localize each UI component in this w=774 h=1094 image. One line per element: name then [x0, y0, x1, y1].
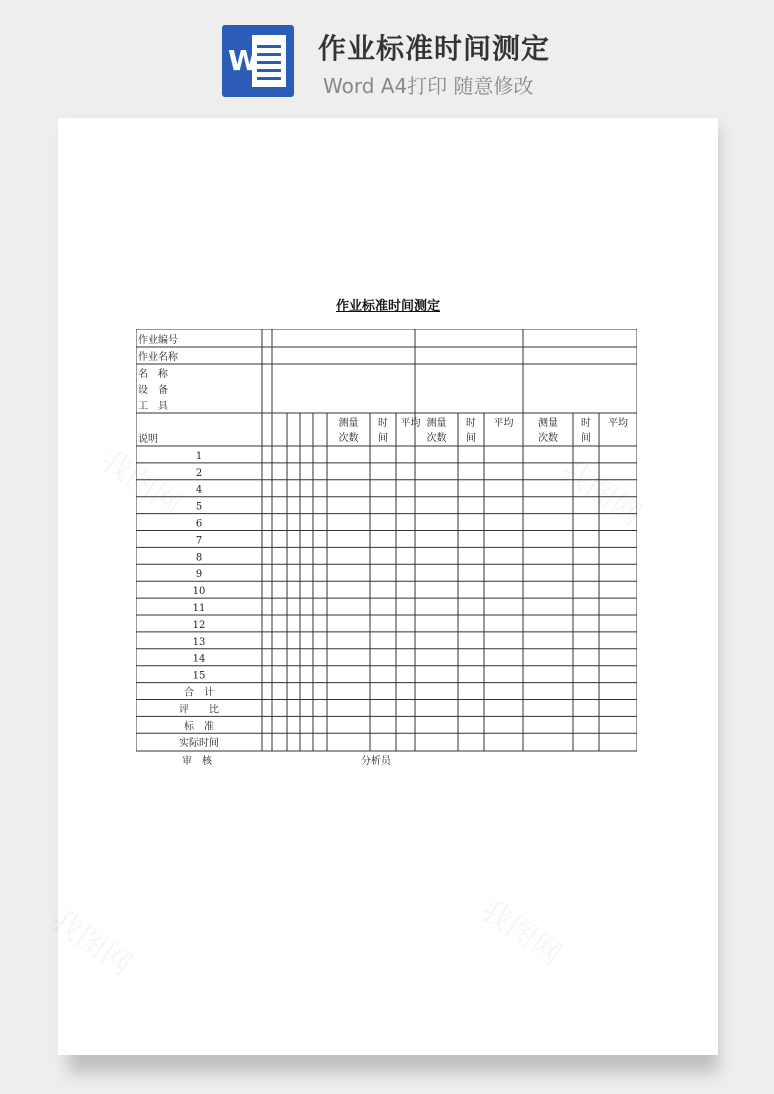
summary-row-label: 合 计	[184, 687, 214, 699]
row-label-notes: 说明	[138, 434, 158, 445]
row-label-equipment-name: 名 称	[138, 369, 168, 380]
column-header-count: 测量	[338, 418, 359, 429]
row-number: 10	[192, 586, 206, 598]
header-title: 作业标准时间测定	[318, 32, 551, 65]
row-number: 2	[195, 467, 203, 479]
column-header-count: 次数	[426, 433, 447, 444]
time-study-table	[136, 329, 637, 752]
row-number: 7	[195, 535, 203, 547]
reviewer-label: 审 核	[182, 756, 212, 767]
document-page	[58, 118, 718, 1055]
column-header-time: 间	[466, 433, 476, 444]
column-header-count: 测量	[538, 418, 558, 429]
word-logo-letter: W	[228, 44, 259, 77]
header-subtitle: Word A4打印 随意修改	[323, 74, 534, 98]
row-number: 11	[192, 603, 206, 614]
watermark	[44, 896, 143, 984]
column-header-average: 平均	[608, 418, 628, 429]
column-header-time: 时	[466, 418, 476, 429]
column-header-time: 时	[378, 418, 388, 429]
summary-row-label: 标 准	[184, 721, 214, 733]
watermark	[474, 886, 573, 974]
row-label-equipment: 设 备	[138, 385, 168, 396]
column-header-time: 间	[581, 433, 591, 444]
summary-row-label: 实际时间	[179, 738, 219, 750]
column-header-time: 间	[378, 433, 388, 444]
row-number: 14	[192, 653, 206, 665]
word-document-icon	[222, 25, 294, 97]
row-number: 6	[195, 518, 203, 530]
column-header-count: 测量	[426, 418, 447, 429]
column-header-average: 平均	[493, 418, 514, 429]
row-label-job-no: 作业编号	[138, 335, 178, 346]
column-header-count: 次数	[338, 433, 359, 444]
row-number: 12	[192, 619, 206, 631]
row-number: 5	[195, 501, 203, 513]
column-header-average: 平均	[400, 418, 421, 429]
row-number: 8	[195, 552, 203, 564]
analyst-label: 分析员	[361, 756, 391, 767]
summary-row-label: 评 比	[179, 704, 219, 716]
row-label-job-name: 作业名称	[138, 352, 178, 363]
row-number: 15	[192, 670, 206, 682]
row-number: 1	[195, 450, 203, 462]
row-number: 4	[195, 484, 203, 496]
page-header	[0, 0, 774, 110]
row-label-tools: 工 具	[138, 401, 168, 412]
row-number: 13	[192, 636, 206, 648]
column-header-count: 次数	[538, 433, 558, 444]
document-title: 作业标准时间测定	[335, 299, 440, 314]
row-number: 9	[195, 569, 203, 581]
column-header-time: 时	[581, 418, 591, 429]
